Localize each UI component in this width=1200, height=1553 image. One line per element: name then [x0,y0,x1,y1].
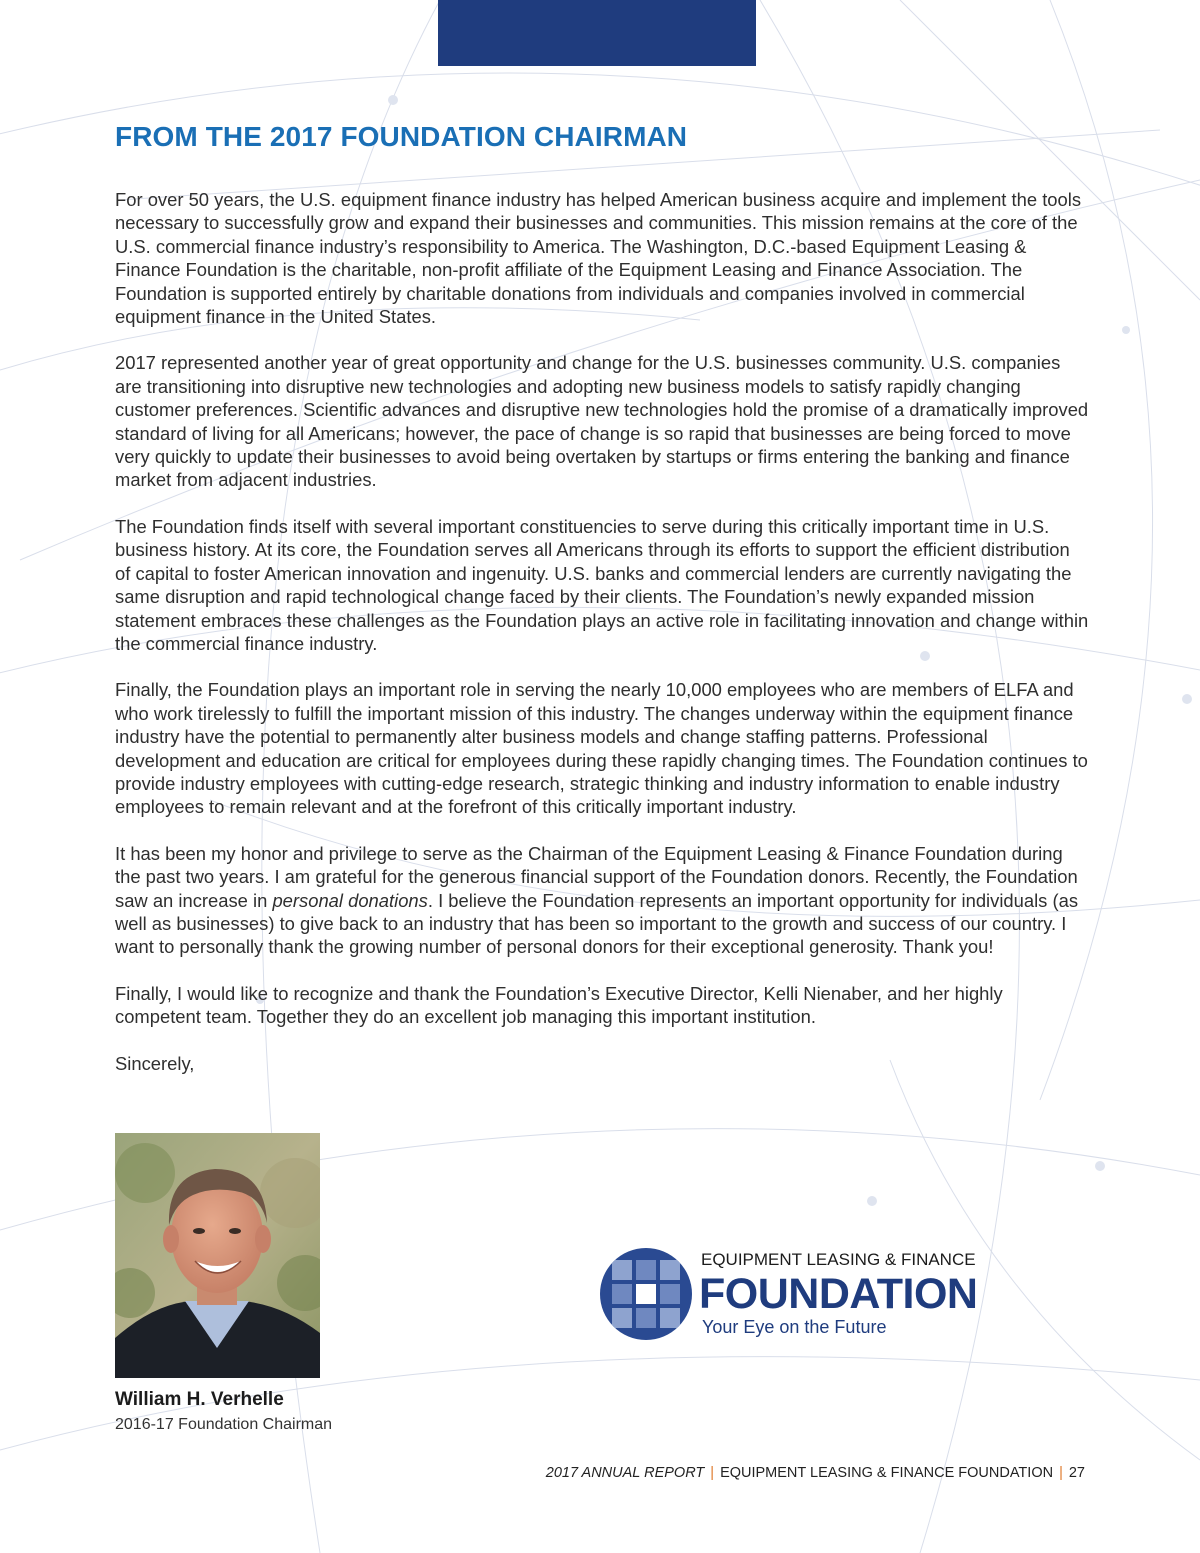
page-number: 27 [1068,1465,1085,1481]
foundation-logo [598,1244,1028,1344]
paragraph-5-text-before: It has been my honor and privilege to serve as the Chairman of the Equipment Leasing & Finance Foundation during the past two years. I am grateful for the generous financial support of the Foundation donors. Recently, the Foundation saw an increase in [115,842,1078,911]
letter-paragraph-2: 2017 represented another year of great opportunity and change for the U.S. businesses community. U.S. companies are transitioning into disruptive new technologies and adopting new business models to satisfy rapidly changing customer preferences. Scientific advances and disruptive new technologies hold the promise of a dramatically improved standard of living for all Americans; however, the pace of change is so rapid that businesses are being forced to move very quickly to update their businesses to avoid being overtaken by startups or firms entering the banking and finance market from adjacent industries. [115,352,1089,491]
signatory-title: 2016-17 Foundation Chairman [115,1416,333,1433]
chairman-portrait-photo [115,1133,320,1378]
paragraph-5-emphasis: personal donations [272,889,428,911]
letter-paragraph-4: Finally, the Foundation plays an important role in serving the nearly 10,000 employees who are members of ELFA and who work tirelessly to fulfill the important mission of this industry. The changes underway within the equipment finance industry have the potential to permanently alter business models and change staffing patterns. Professional development and education are critical for employees during these rapidly changing times. The Foundation continues to provide industry employees with cutting-edge research, strategic thinking and industry information to enable industry employees to remain relevant and at the forefront of this critically important industry. [115,679,1088,818]
logo-wordmark: FOUNDATION [699,1270,978,1318]
globe-grid-icon [598,1246,694,1342]
letter-paragraph-6: Finally, I would like to recognize and thank the Foundation’s Executive Director, Kelli Nienaber, and her highly competent team. Together they do an excellent job managing this important institution. [115,982,1003,1028]
logo-tagline: Your Eye on the Future [702,1317,887,1337]
header-color-tab [438,0,756,66]
logo-line-1: EQUIPMENT LEASING & FINANCE [701,1250,976,1269]
footer-organization: EQUIPMENT LEASING & FINANCE FOUNDATION [720,1465,1054,1481]
footer-separator-2: | [1059,1465,1063,1481]
letter-paragraph-1: For over 50 years, the U.S. equipment finance industry has helped American business acquire and implement the tools necessary to successfully grow and expand their businesses and communities. This mission remains at the core of the U.S. commercial finance industry’s responsibility to America. The Washington, D.C.-based Equipment Leasing & Finance Foundation is the charitable, non-profit affiliate of the Equipment Leasing and Finance Association. The Foundation is supported entirely by charitable donations from individuals and companies involved in commercial equipment finance in the United States. [115,189,1082,328]
letter-paragraph-3: The Foundation finds itself with several important constituencies to serve during this critically important time in U.S. business history. At its core, the Foundation serves all Americans through its efforts to support the efficient distribution of capital to foster American innovation and ingenuity. U.S. banks and commercial lenders are currently navigating the same disruption and rapid technological change faced by their clients. The Foundation’s newly expanded mission statement embraces these challenges as the Foundation plays an active role in facilitating innovation and change within the commercial finance industry. [115,515,1089,654]
footer-separator: | [710,1465,715,1481]
page-title: FROM THE 2017 FOUNDATION CHAIRMAN [115,121,688,152]
letter-paragraph-5 [115,842,1090,959]
page-footer [546,1463,1085,1483]
letter-closing: Sincerely, [115,1052,195,1074]
letter-body [115,118,1090,1075]
signatory-name: William H. Verhelle [115,1389,284,1410]
footer-report-title: 2017 ANNUAL REPORT [545,1465,705,1481]
paragraph-5-text-after: . I believe the Foundation represents an important opportunity for individuals (as well as businesses) to give back to an industry that has been so important to the growth and success of our country. I want to personally thank the growing number of personal donors for their exceptional generosity. Thank you! [115,889,1079,958]
